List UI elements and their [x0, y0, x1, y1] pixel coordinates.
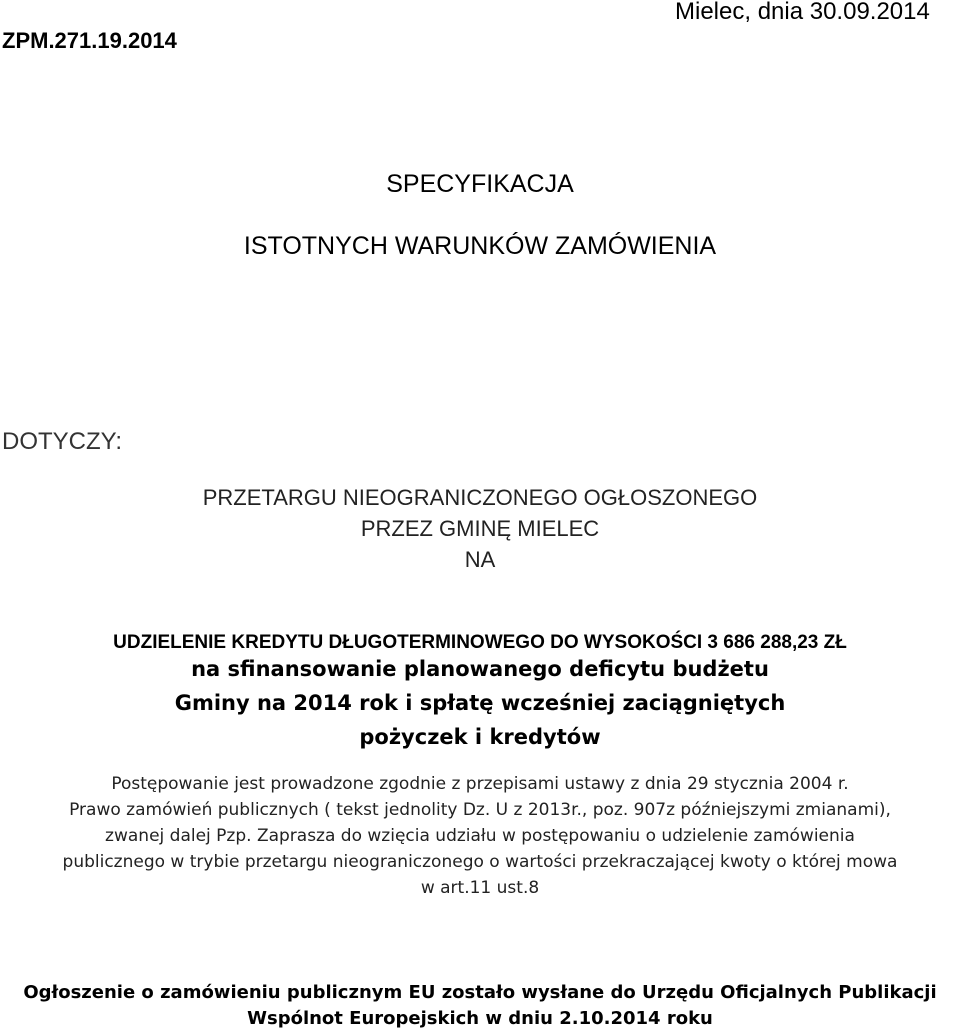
eu-notice-line-1: Ogłoszenie o zamówieniu publicznym EU zostało wysłane do Urzędu Oficjalnych Publikacji: [23, 982, 937, 1003]
eu-notice-line-2: Wspólnot Europejskich w dniu 2.10.2014 roku: [247, 1008, 713, 1029]
legal-basis-line-4: publicznego w trybie przetargu nieograniczonego o wartości przekraczającej kwoty o której mowa: [62, 852, 898, 872]
procedure-line-1: PRZETARGU NIEOGRANICZONEGO OGŁOSZONEGO: [202, 485, 758, 510]
legal-basis-line-3: zwanej dalej Pzp. Zaprasza do wzięcia udziału w postępowaniu o udzielenie zamówienia: [105, 826, 855, 846]
place-and-date: Mielec, dnia 30.09.2014: [675, 0, 930, 25]
subject-description: [0, 652, 960, 754]
legal-basis-line-1: Postępowanie jest prowadzone zgodnie z przepisami ustawy z dnia 29 stycznia 2004 r.: [111, 774, 849, 794]
concerns-label: DOTYCZY:: [2, 428, 123, 455]
legal-basis-paragraph: [0, 771, 960, 901]
legal-basis-line-5: w art.11 ust.8: [420, 878, 540, 898]
subject-description-line-1: na sfinansowanie planowanego deficytu budżetu: [191, 657, 769, 681]
document-reference-number: ZPM.271.19.2014: [2, 28, 177, 53]
eu-publication-notice: [0, 980, 960, 1032]
procedure-line-2: PRZEZ GMINĘ MIELEC: [360, 516, 600, 541]
subject-description-line-2: Gminy na 2014 rok i spłatę wcześniej zaciągniętych: [174, 691, 786, 715]
legal-basis-line-2: Prawo zamówień publicznych ( tekst jednolity Dz. U z 2013r., poz. 907z późniejszymi zmianami),: [69, 800, 891, 820]
subject-main-line: UDZIELENIE KREDYTU DŁUGOTERMINOWEGO DO WYSOKOŚCI 3 686 288,23 ZŁ: [113, 632, 847, 653]
document-title-line-1: SPECYFIKACJA: [386, 170, 574, 198]
document-title-line-2: ISTOTNYCH WARUNKÓW ZAMÓWIENIA: [243, 232, 717, 260]
procedure-line-3: NA: [464, 547, 496, 572]
subject-description-line-3: pożyczek i kredytów: [359, 725, 601, 749]
